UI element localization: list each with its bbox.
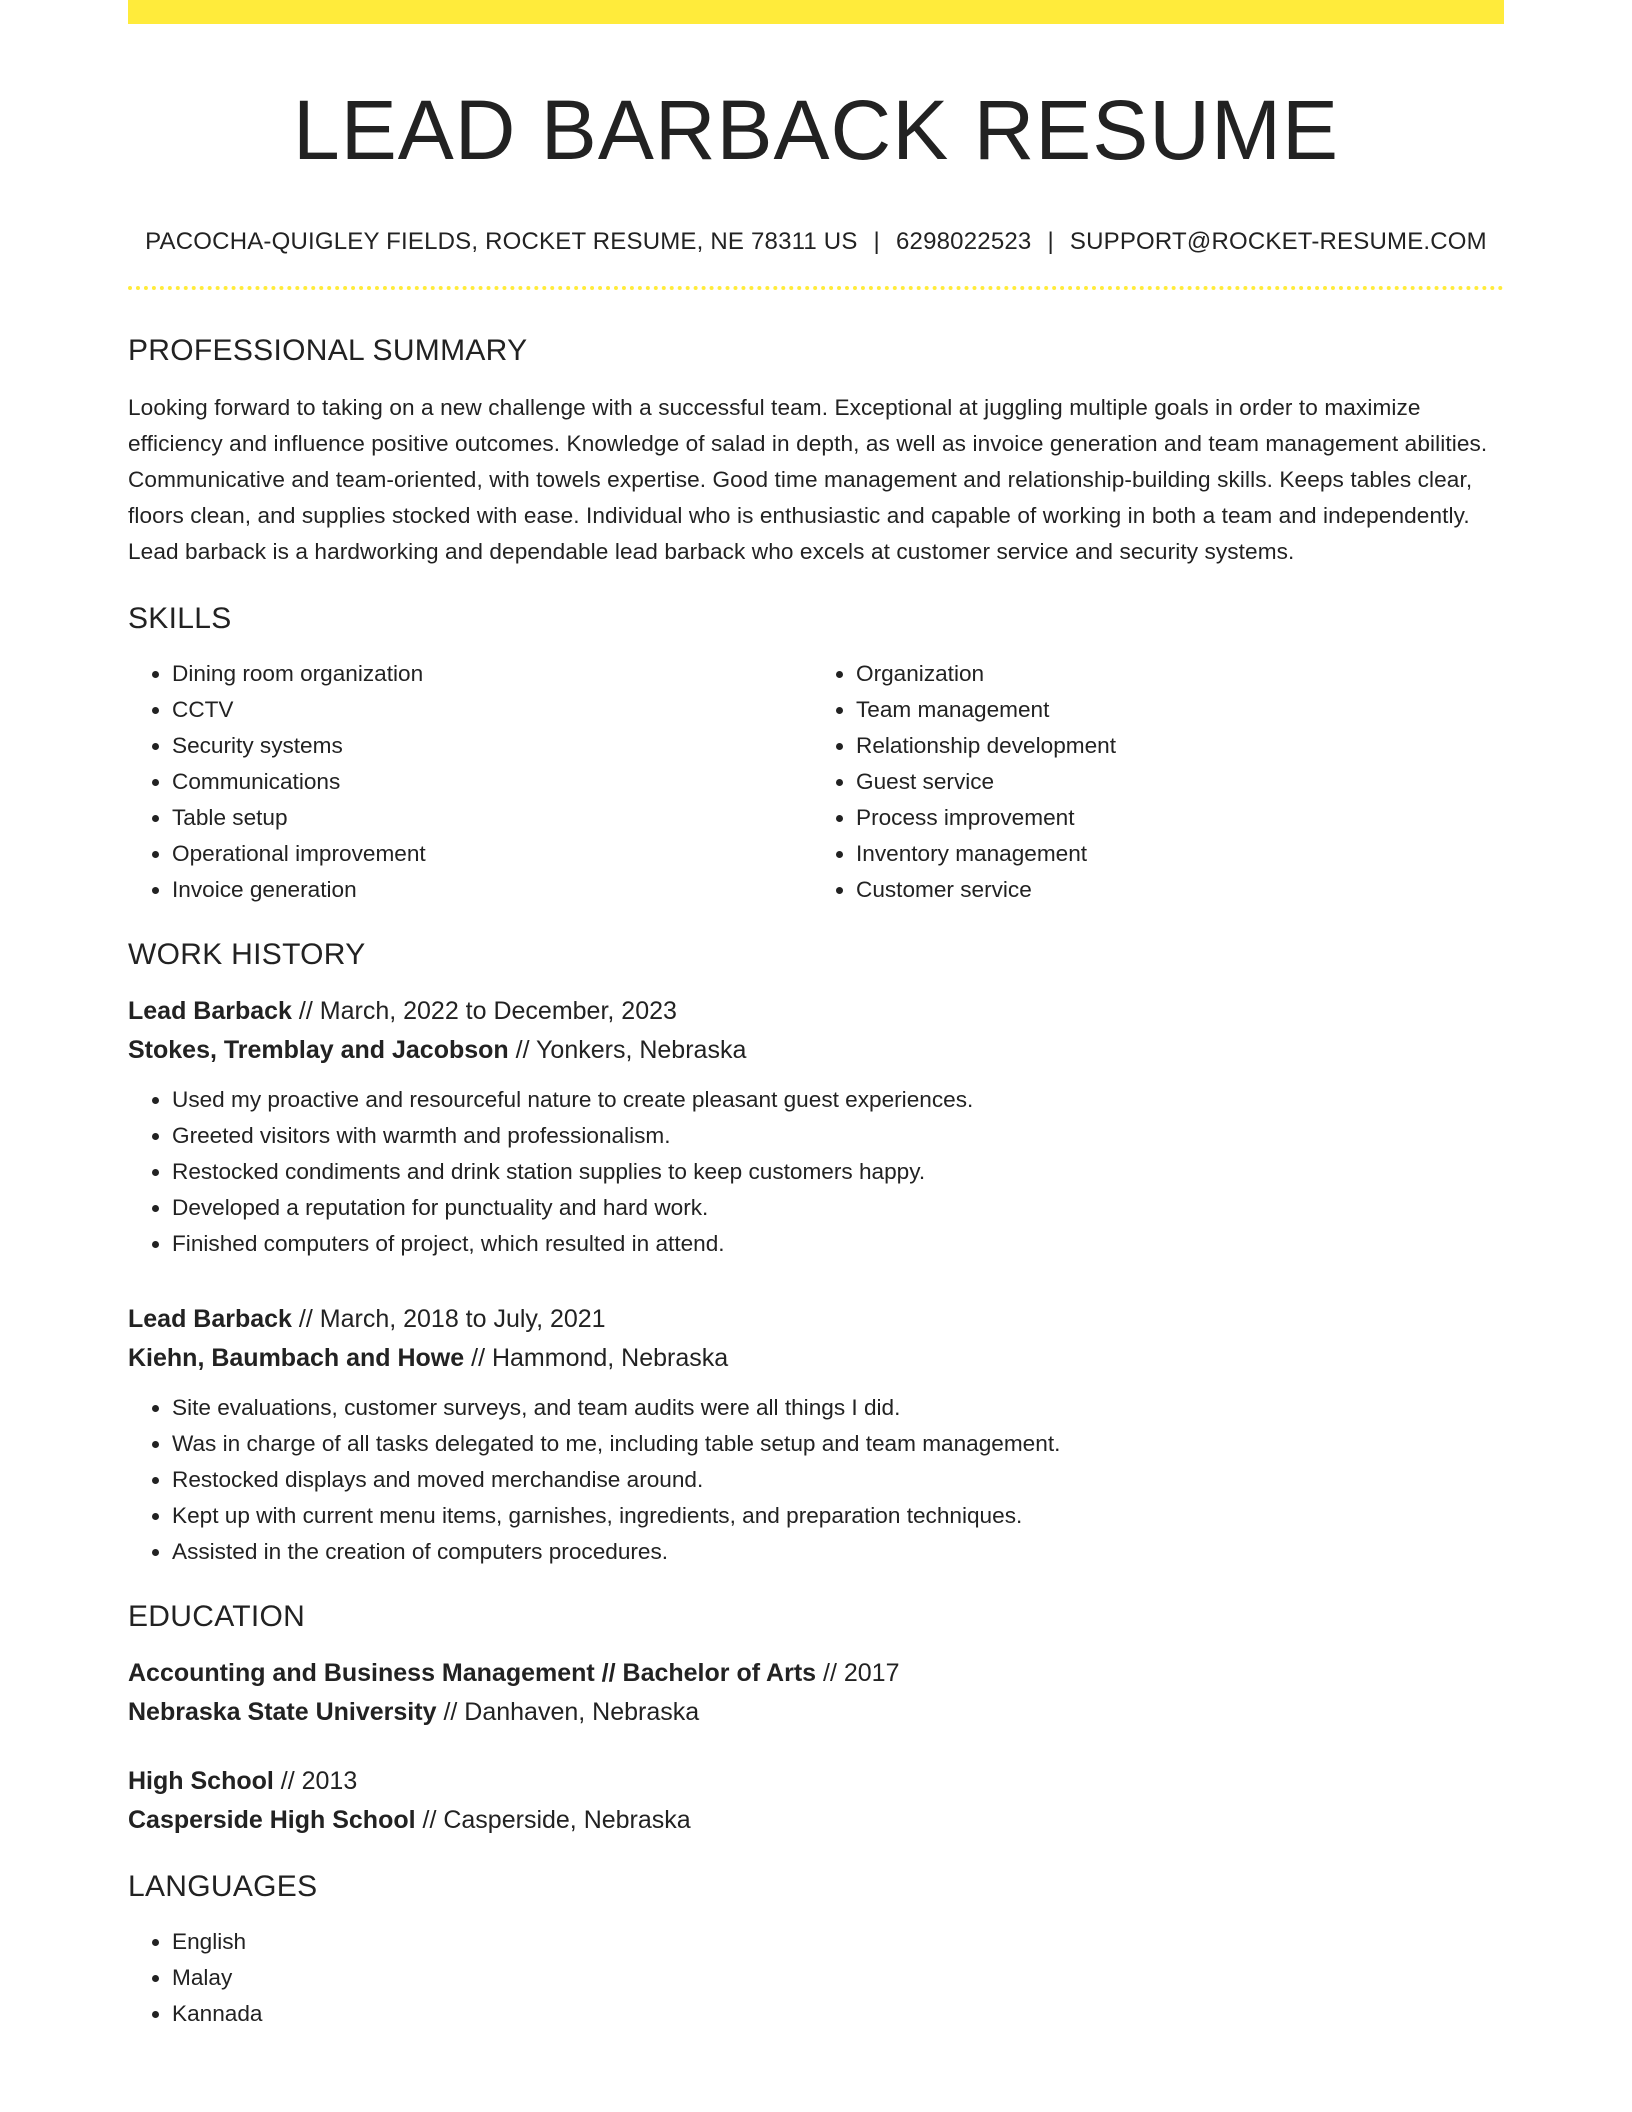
language-item: • English	[172, 1924, 1504, 1960]
skill-item: • Organization	[856, 656, 1490, 692]
education-school-line	[128, 1693, 1504, 1732]
skill-item: • Invoice generation	[172, 872, 806, 908]
job-bullet: • Restocked displays and moved merchandise around.	[172, 1462, 1504, 1498]
job-dates: // March, 2022 to December, 2023	[298, 997, 677, 1026]
job-location: // Hammond, Nebraska	[471, 1344, 729, 1373]
resume-title: LEAD BARBACK RESUME	[293, 83, 1339, 177]
job-entry	[128, 992, 1504, 1262]
skill-item: • CCTV	[172, 692, 806, 728]
education-school: Casperside High School	[128, 1806, 416, 1835]
contact-separator: |	[1047, 228, 1054, 256]
contact-line	[128, 228, 1504, 256]
job-bullet: • Finished computers of project, which resulted in attend.	[172, 1226, 1504, 1262]
work-history-heading: WORK HISTORY	[128, 938, 366, 972]
job-entry	[128, 1300, 1504, 1570]
skills-column-right	[806, 656, 1490, 908]
skill-item: • Inventory management	[856, 836, 1490, 872]
skill-item: • Security systems	[172, 728, 806, 764]
job-bullet: • Was in charge of all tasks delegated to me, including table setup and team management.	[172, 1426, 1504, 1462]
summary-text: Looking forward to taking on a new challenge with a successful team. Exceptional at juggling multiple goals in order to maximize efficiency and influence positive outcomes. Knowledge of salad in depth, as well as invoice generation and team management abilities. Communicative and team-oriented, with towels expertise. Good time management and relationship-building skills. Keeps tables clear, floors clean, and supplies stocked with ease. Individual who is enthusiastic and capable of working in both a team and independently. Lead barback is a hardworking and dependable lead barback who excels at customer service and security systems.	[128, 395, 1488, 565]
skill-item: • Customer service	[856, 872, 1490, 908]
job-bullet: • Kept up with current menu items, garnishes, ingredients, and preparation techniques.	[172, 1498, 1504, 1534]
job-location: // Yonkers, Nebraska	[515, 1036, 747, 1065]
summary-heading: PROFESSIONAL SUMMARY	[128, 334, 528, 368]
skill-item: • Dining room organization	[172, 656, 806, 692]
skill-item: • Guest service	[856, 764, 1490, 800]
language-item: • Malay	[172, 1960, 1504, 1996]
skill-item: • Team management	[856, 692, 1490, 728]
job-bullet: • Used my proactive and resourceful nature to create pleasant guest experiences.	[172, 1082, 1504, 1118]
education-location: // Casperside, Nebraska	[422, 1806, 691, 1835]
skills-list	[128, 656, 1504, 908]
contact-phone: 6298022523	[895, 228, 1032, 256]
job-company-line	[128, 1339, 1504, 1378]
contact-email: SUPPORT@ROCKET-RESUME.COM	[1069, 228, 1487, 256]
accent-bar	[128, 0, 1504, 24]
job-title-line	[128, 992, 1504, 1031]
skills-column-left	[128, 656, 806, 908]
education-heading: EDUCATION	[128, 1600, 306, 1634]
job-company: Stokes, Tremblay and Jacobson	[128, 1036, 509, 1065]
education-year: // 2017	[823, 1659, 900, 1688]
education-degree: High School	[128, 1767, 274, 1796]
contact-address: PACOCHA-QUIGLEY FIELDS, ROCKET RESUME, NE 78311 US	[145, 228, 858, 256]
education-school-line	[128, 1801, 1504, 1840]
job-role: Lead Barback	[128, 997, 292, 1026]
skills-heading: SKILLS	[128, 602, 232, 636]
job-bullet: • Assisted in the creation of computers procedures.	[172, 1534, 1504, 1570]
education-entry	[128, 1654, 1504, 1732]
contact-separator: |	[873, 228, 880, 256]
skill-item: • Operational improvement	[172, 836, 806, 872]
skill-item: • Relationship development	[856, 728, 1490, 764]
language-item: • Kannada	[172, 1996, 1504, 2032]
education-degree: Accounting and Business Management // Bachelor of Arts	[128, 1659, 817, 1688]
skill-item: • Process improvement	[856, 800, 1490, 836]
job-bullets	[128, 1082, 1504, 1262]
languages-list	[128, 1924, 1504, 2032]
job-role: Lead Barback	[128, 1305, 292, 1334]
job-bullets	[128, 1390, 1504, 1570]
job-bullet: • Developed a reputation for punctuality and hard work.	[172, 1190, 1504, 1226]
job-bullet: • Greeted visitors with warmth and professionalism.	[172, 1118, 1504, 1154]
job-title-line	[128, 1300, 1504, 1339]
education-year: // 2013	[280, 1767, 358, 1796]
skill-item: • Table setup	[172, 800, 806, 836]
education-location: // Danhaven, Nebraska	[443, 1698, 700, 1727]
education-school: Nebraska State University	[128, 1698, 437, 1727]
job-bullet: • Restocked condiments and drink station supplies to keep customers happy.	[172, 1154, 1504, 1190]
job-company-line	[128, 1031, 1504, 1070]
job-dates: // March, 2018 to July, 2021	[298, 1305, 606, 1334]
education-entry	[128, 1762, 1504, 1840]
education-degree-line	[128, 1654, 1504, 1693]
header-divider	[128, 286, 1504, 290]
job-bullet: • Site evaluations, customer surveys, and team audits were all things I did.	[172, 1390, 1504, 1426]
job-company: Kiehn, Baumbach and Howe	[128, 1344, 465, 1373]
skill-item: • Communications	[172, 764, 806, 800]
resume-page	[128, 0, 1504, 2032]
languages-heading: LANGUAGES	[128, 1870, 318, 1904]
education-degree-line	[128, 1762, 1504, 1801]
